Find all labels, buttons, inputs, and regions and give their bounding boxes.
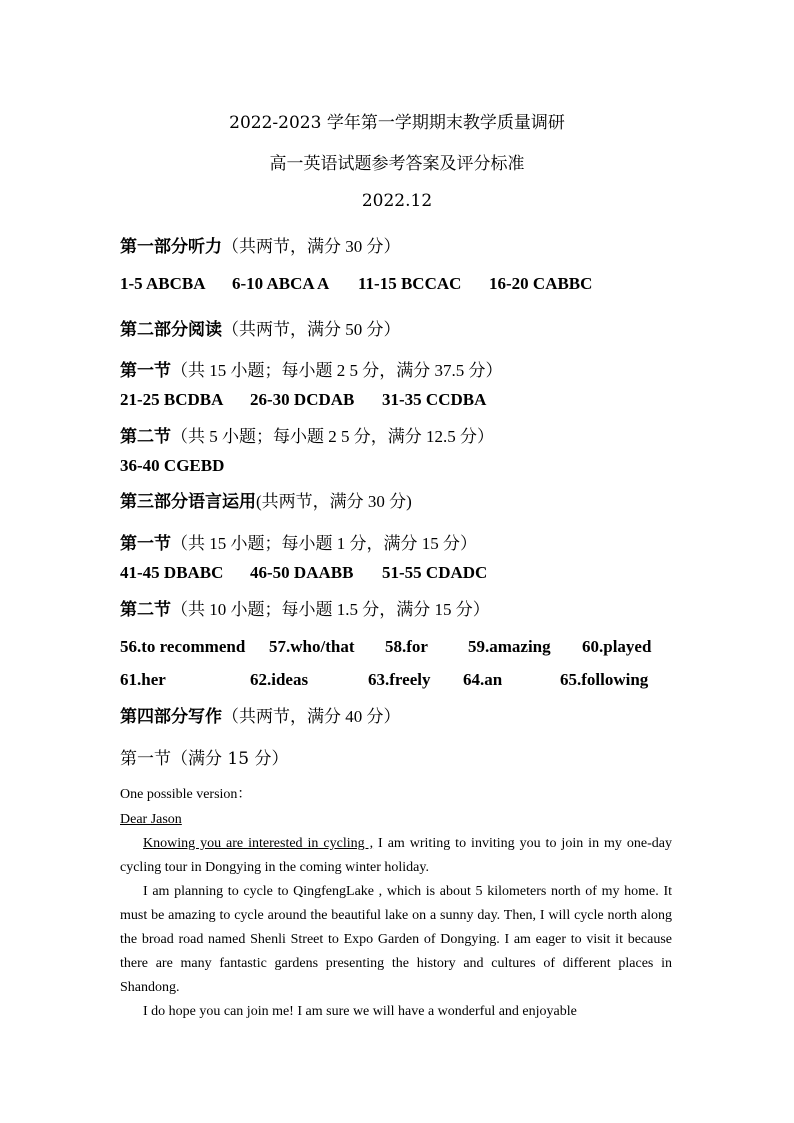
section-detail: （共 15 小题；每小题 2 5 分，满分 37.5 分） bbox=[171, 361, 503, 380]
section-detail: （共 15 小题；每小题 1 分，满分 15 分） bbox=[171, 534, 477, 553]
part4-heading bbox=[120, 702, 401, 727]
answer-group: 36-40 CGEBD bbox=[120, 456, 225, 475]
fill-answer: 62.ideas bbox=[250, 670, 309, 689]
part4-heading-label: 第四部分写作 bbox=[120, 707, 222, 726]
underlined-phrase: Knowing you are interested in cycling , bbox=[143, 836, 374, 851]
fill-answer: 59.amazing bbox=[468, 637, 551, 656]
part4-section1-heading: 第一节（满分 15 分） bbox=[120, 749, 289, 769]
section-label: 第二节 bbox=[120, 600, 171, 619]
letter-paragraph-2: I am planning to cycle to QingfengLake , which is about 5 kilometers north of my home. It must be amazing to cycle around the beautiful lake on a sunny day. Then, I will cycle north along the broad road named Shenli Street to Expo Garden of Dongying. I am eager to visit it because there are many fantastic gardens presenting the history and cultures of different places in Shandong. bbox=[120, 884, 672, 995]
part2-heading-label: 第二部分阅读 bbox=[120, 320, 222, 339]
section-label: 第一节 bbox=[120, 534, 171, 553]
part3-heading-detail: (共两节，满分 30 分) bbox=[256, 492, 412, 511]
version-label: One possible version： bbox=[120, 787, 252, 802]
letter-salutation: Dear Jason bbox=[120, 812, 182, 827]
part2-heading bbox=[120, 315, 401, 340]
answer-group: 26-30 DCDAB bbox=[250, 390, 355, 409]
part1-heading bbox=[120, 232, 401, 257]
fill-in-answers-row-2 bbox=[120, 670, 680, 690]
section-detail: （共 10 小题；每小题 1.5 分，满分 15 分） bbox=[171, 600, 490, 619]
answer-group: 16-20 CABBC bbox=[489, 274, 593, 293]
fill-answer: 63.freely bbox=[368, 670, 431, 689]
paragraph-text: I am writing to inviting you to join in my one-day cycling tour in Dongying in the coming winter holiday. bbox=[120, 836, 672, 875]
fill-answer: 56.to recommend bbox=[120, 637, 246, 656]
part3-section1-answers bbox=[120, 563, 680, 583]
letter-paragraph-3: I do hope you can join me! I am sure we will have a wonderful and enjoyable bbox=[143, 1004, 577, 1019]
part3-heading bbox=[120, 487, 412, 512]
part2-section1-heading bbox=[120, 356, 503, 381]
part3-section1-heading bbox=[120, 529, 477, 554]
section-detail: （共 5 小题；每小题 2 5 分，满分 12.5 分） bbox=[171, 427, 494, 446]
part3-section2-heading bbox=[120, 595, 490, 620]
part2-section2-answers bbox=[120, 456, 320, 476]
answer-group: 31-35 CCDBA bbox=[382, 390, 487, 409]
fill-answer: 60.played bbox=[582, 637, 652, 656]
answer-group: 41-45 DBABC bbox=[120, 563, 224, 582]
part3-heading-label: 第三部分语言运用 bbox=[120, 492, 256, 511]
answer-group: 51-55 CDADC bbox=[382, 563, 488, 582]
fill-answer: 57.who/that bbox=[269, 637, 355, 656]
section-label: 第二节 bbox=[120, 427, 171, 446]
part1-heading-detail: （共两节，满分 30 分） bbox=[222, 237, 401, 256]
part2-section2-heading bbox=[120, 422, 494, 447]
part2-section1-answers bbox=[120, 390, 680, 410]
answer-group: 21-25 BCDBA bbox=[120, 390, 224, 409]
fill-answer: 65.following bbox=[560, 670, 649, 689]
fill-in-answers-row-1 bbox=[120, 637, 680, 657]
fill-answer: 64.an bbox=[463, 670, 503, 689]
part1-heading-label: 第一部分听力 bbox=[120, 237, 222, 256]
answer-group: 11-15 BCCAC bbox=[358, 274, 462, 293]
part2-heading-detail: （共两节，满分 50 分） bbox=[222, 320, 401, 339]
fill-answer: 61.her bbox=[120, 670, 166, 689]
document-date: 2022.12 bbox=[361, 191, 433, 211]
section-label: 第一节 bbox=[120, 361, 171, 380]
answer-group: 1-5 ABCBA bbox=[120, 274, 206, 293]
part4-heading-detail: （共两节，满分 40 分） bbox=[222, 707, 401, 726]
letter-paragraph-1 bbox=[120, 832, 672, 880]
answer-group: 6-10 ABCA A bbox=[232, 274, 330, 293]
part1-answers bbox=[120, 274, 680, 294]
fill-answer: 58.for bbox=[385, 637, 428, 656]
document-subtitle: 高一英语试题参考答案及评分标准 bbox=[269, 154, 525, 174]
answer-group: 46-50 DAABB bbox=[250, 563, 354, 582]
document-title: 2022-2023 学年第一学期期末教学质量调研 bbox=[229, 113, 565, 133]
